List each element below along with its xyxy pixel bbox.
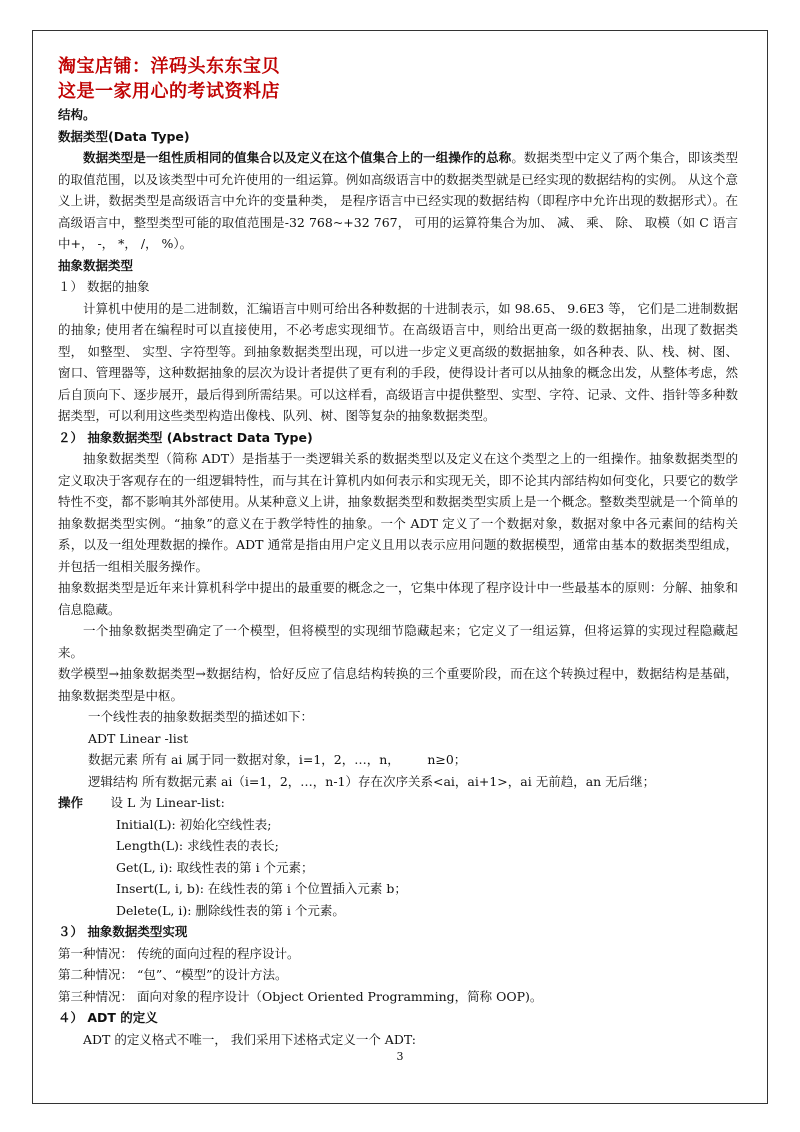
operations-setup: 设 L 为 Linear-list: xyxy=(110,795,225,810)
implementation-case-3: 第三种情况： 面向对象的程序设计（Object Oriented Programming，简称 OOP)。 xyxy=(58,988,543,1004)
paragraph-transform-stages: 数学模型→抽象数据类型→数据结构，恰好反应了信息结构转换的三个重要阶段，而在这个转换过程中，数据结构是基础，抽象数据类型是中枢。 xyxy=(58,666,738,703)
subheading-data-abstraction: １） 数据的抽象 xyxy=(58,279,150,294)
page-number: 3 xyxy=(396,1050,404,1063)
paragraph-adt-principles: 抽象数据类型是近年来计算机科学中提出的最重要的概念之一，它集中体现了程序设计中一些最基本的原则：分解、抽象和信息隐藏。 xyxy=(58,580,738,617)
paragraph-adt-format: ADT 的定义格式不唯一， 我们采用下述格式定义一个 ADT: xyxy=(83,1031,416,1047)
document-body xyxy=(58,54,738,1050)
data-elements-condition: n≥0； xyxy=(427,752,467,767)
operation-length: Length(L): 求线性表的表长; xyxy=(116,838,279,853)
operations-label: 操作 xyxy=(58,795,84,810)
linear-list-adt-name: ADT Linear -list xyxy=(88,730,189,746)
paragraph-adt-definition: 抽象数据类型（简称 ADT）是指基于一类逻辑关系的数据类型以及定义在这个类型之上的一组操作。抽象数据类型的定义取决于客观存在的一组逻辑特性，而与其在计算机内如何表示和实现无关，即不论其内部结构如何变化，只要它的数学特性不变，都不影响其外部使用。从某种意义上讲，抽象数据类型和数据类型实质上是一个概念。整数类型就是一个简单的抽象数据类型实例。“抽象”的意义在于教学特性的抽象。一个 ADT 定义了一个数据对象，数据对象中各元素间的结构关系，以及一组处理数据的操作。ADT 通常是指由用户定义且用以表示应用问题的数据模型，通常由基本的数据类型组成，并包括一组相关服务操作。 xyxy=(58,451,738,574)
definition-emphasis: 数据类型是一组性质相同的值集合以及定义在这个值集合上的一组操作的总称 xyxy=(83,150,512,165)
text-fragment: 结构。 xyxy=(58,107,96,122)
paragraph-data-abstraction: 计算机中使用的是二进制数，汇编语言中则可给出各种数据的十进制表示，如 98.65、 9.6E3 等， 它们是二进制数据的抽象; 使用者在编程时可以直接使用，不必考虑实现细节。在高级语言中，则给出更高一级的数据抽象，出现了数据类型， 如整型、 实型、字符型等。到抽象数据类型出现，可以进一步定义更高级的数据抽象，如各种表、队、栈、树、图、窗口、管理器等，这种数据抽象的层次为设计者提供了更有利的手段，使得设计者可以从抽象的概念出发，从整体考虑，然后自顶向下、逐步展开，最后得到所需结果。可以这样看，高级语言中提供整型、实型、字符、记录、文件、指针等多种数据类型，可以利用这些类型构造出像栈、队列、树、图等复杂的抽象数据类型。 xyxy=(58,300,738,423)
shop-banner-line-2: 这是一家用心的考试资料店 xyxy=(58,81,280,102)
subheading-adt-definition: ４） ADT 的定义 xyxy=(58,1010,158,1025)
implementation-case-1: 第一种情况： 传统的面向过程的程序设计。 xyxy=(58,945,300,961)
operation-insert: Insert(L, i, b): 在线性表的第 i 个位置插入元素 b； xyxy=(116,881,407,896)
paragraph-data-type xyxy=(58,147,738,255)
implementation-case-2: 第二种情况： “包”、“模型”的设计方法。 xyxy=(58,967,288,982)
linear-list-data-elements xyxy=(58,749,738,771)
definition-rest: 。数据类型中定义了两个集合，即该类型的取值范围，以及该类型中可允许使用的一组运算。例如高级语言中的数据类型就是已经实现的数据结构的实例。 从这个意义上讲，数据类型是高级语言中允许的变量种类， 是程序语言中已经实现的数据结构（即程序中允许出现的数据形式）。在高级语言中，整型类型可能的取值范围是-32 768~+32 767， 可用的运算符集合为加、 减、 乘、 除、 取模（如 C 语言中+， -， *， /， %）。 xyxy=(58,150,738,251)
heading-abstract-data-type: 抽象数据类型 xyxy=(58,257,134,273)
heading-data-type: 数据类型(Data Type) xyxy=(58,128,190,144)
subheading-adt-implementation: ３） 抽象数据类型实现 xyxy=(58,924,188,939)
linear-list-intro: 一个线性表的抽象数据类型的描述如下： xyxy=(88,709,314,724)
operation-get: Get(L, i): 取线性表的第 i 个元素； xyxy=(116,859,314,875)
data-elements-text: 数据元素 所有 ai 属于同一数据对象，i=1，2，…，n， xyxy=(88,752,400,767)
linear-list-logic-structure: 逻辑结构 所有数据元素 ai（i=1，2，…，n-1）存在次序关系<ai，ai+1>，ai 无前趋，an 无后继； xyxy=(88,773,656,789)
paragraph-adt-model: 一个抽象数据类型确定了一个模型，但将模型的实现细节隐藏起来；它定义了一组运算，但将运算的实现过程隐藏起来。 xyxy=(58,623,738,660)
operation-initial: Initial(L): 初始化空线性表; xyxy=(116,816,272,832)
subheading-adt: ２） 抽象数据类型 (Abstract Data Type) xyxy=(58,429,313,445)
linear-list-operations-heading xyxy=(58,792,738,814)
operation-delete: Delete(L, i): 删除线性表的第 i 个元素。 xyxy=(116,902,345,918)
shop-banner-line-1: 淘宝店铺：洋码头东东宝贝 xyxy=(58,56,280,77)
